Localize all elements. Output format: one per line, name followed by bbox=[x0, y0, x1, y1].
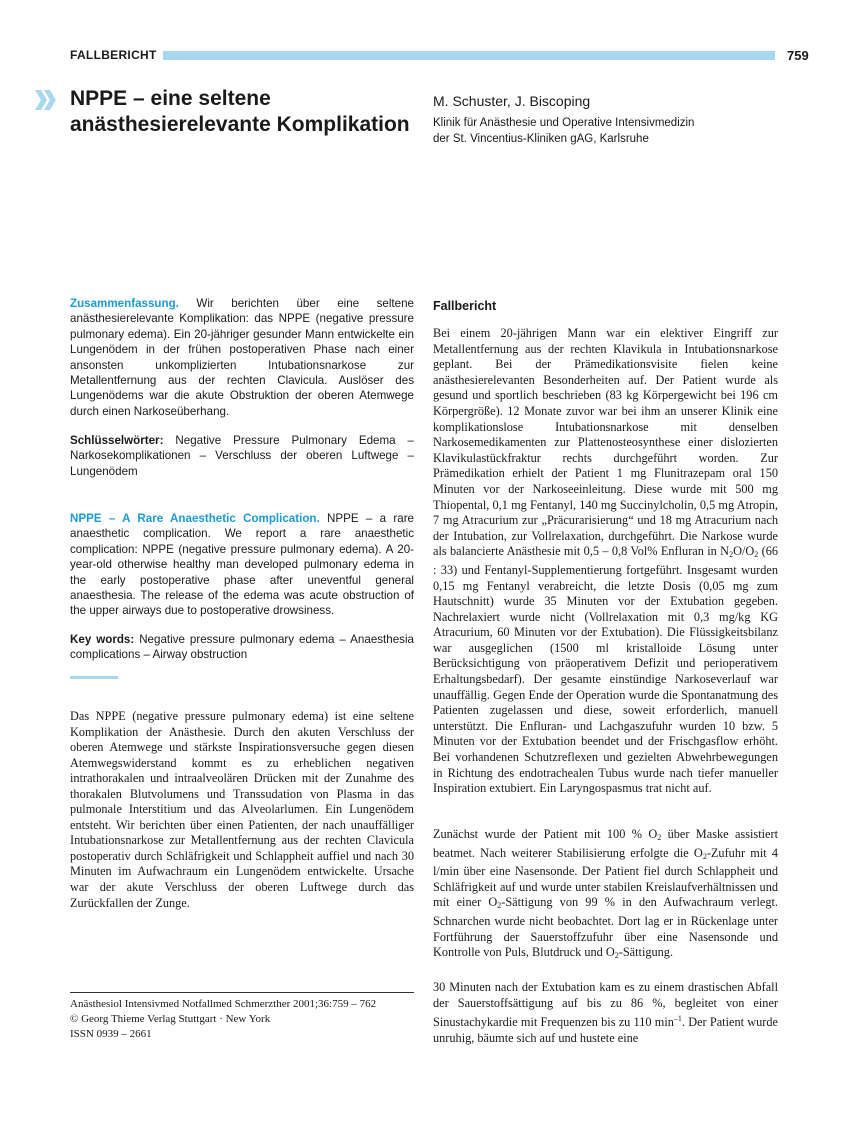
keywords-text: Negative pressure pulmonary edema – Anaesthesia complications – Airway obstruction bbox=[70, 633, 414, 662]
case-paragraph: 30 Minuten nach der Extubation kam es zu einem drastischen Abfall der Sauerstoffsättigung auf bis zu 86 %, begleitet von einer Sinustachykardie mit Frequenzen bis zu 110 $\min^{-1}$. Der Patient wurde unruhig, bäumte sich auf und hustete eine bbox=[433, 980, 778, 1045]
header-bar bbox=[163, 51, 775, 60]
publisher-line: © Georg Thieme Verlag Stuttgart · New York bbox=[70, 1013, 271, 1025]
abstract-english bbox=[70, 511, 414, 619]
footer-rule bbox=[70, 992, 414, 993]
article-title: NPPE – eine seltene anästhesierelevante Komplikation bbox=[70, 87, 410, 136]
case-paragraph: Zunächst wurde der Patient mit 100 % $O_2$ über Maske assistiert beatmet. Nach weiterer Stabilisierung erfolgte die $O_2$-Zufuhr mit 4 l/min über eine Nasensonde. Der Patient fiel durch Schlappheit und Schläfrigkeit auf und wurde unter stabilen Kreislaufverhältnissen und mit einer $O_2$-Sättigung von 99 % in den Aufwachraum verlegt. Schnarchen wurde nicht beobachtet. Dort lag er in Rückenlage unter Fortführung der Sauerstoffzufuhr über eine Nasensonde und Kontrolle von Puls, Blutdruck und $O_2$-Sättigung. bbox=[433, 827, 778, 961]
keywords-heading: Schlüsselwörter: bbox=[70, 434, 164, 447]
abstract-heading: Zusammenfassung. bbox=[70, 297, 179, 310]
affiliation-line: Klinik für Anästhesie und Operative Intensivmedizin bbox=[433, 117, 695, 129]
footer-citation bbox=[70, 997, 414, 1042]
keywords-german bbox=[70, 433, 414, 479]
case-paragraph: Bei einem 20-jährigen Mann war ein elektiver Eingriff zur Metallentfernung aus der rechten Klavikula in Intubationsnarkose geplant. Bei der Prämedikationsvisite fielen keine anästhesierelevanten Besonderheiten auf. Der Patient wurde als gesund und sportlich beschrieben (83 kg Körpergewicht bei 196 cm Körpergröße). 12 Monate zuvor war bei ihm an unserer Klinik eine komplikationslose Intubationsnarkose mit denselben Narkosemedikamenten zur Plattenosteosynthese einer dislozierten Klavikulastückfraktur rechts durchgeführt worden. Zur Prämedikation erhielt der Patient 1 mg Flunitrazepam oral 150 Minuten vor der Narkoseeinleitung. Diese wurde mit 500 mg Thiopental, 0,1 mg Fentanyl, 140 mg Succinylcholin, 0,5 mg Atropin, 7 mg Atracurium zur „Präcurarisierung“ und 18 mg Atracurium nach der Intubation, zur Vollrelaxation, durchgeführt. Die Narkose wurde als balancierte Anästhesie mit 0,5 – 0,8 Vol% Enfluran in $N_2O/O_2$ (66 : 33) und Fentanyl-Supplementierung fortgeführt. Insgesamt wurden 0,15 mg Fentanyl verabreicht, die letzte Dosis (0,05 mg zum Hautschnitt) wurde 35 Minuten vor der Extubation gegeben. Nachrelaxiert wurde nicht (Vollrelaxation mit 0,3 mg/kg KG Atracurium, 60 Minuten vor der Extubation). Die Flüssigkeitsbilanz war ausgeglichen (1500 ml kristalloide Lösung unter Berücksichtigung von präoperativem Defizit und perioperativem Erhaltungsbedarf). Der gesamte einstündige Narkoseverlauf war unauffällig. Gegen Ende der Operation wurde die Spontanatmung des Patienten zugelassen und diese, soweit erforderlich, manuell unterstützt. Die Enfluran- und Lachgaszufuhr wurden 10 bzw. 5 Minuten vor der Extubation beendet und der Frischgasflow erhöht. Bei vorhandenen Schutzreflexen und gezielten Abwehrbewegungen in Richtung des endotrachealen Tubus wurde nach tiefer manueller Inspiration extubiert. Ein Laryngospasmus trat nicht auf. bbox=[433, 326, 778, 796]
affiliation bbox=[433, 115, 763, 147]
keywords-english bbox=[70, 632, 414, 663]
abstract-german bbox=[70, 296, 414, 419]
issn-line: ISSN 0939 – 2661 bbox=[70, 1028, 152, 1040]
keywords-heading: Key words: bbox=[70, 633, 135, 646]
affiliation-line: der St. Vincentius-Kliniken gAG, Karlsruhe bbox=[433, 133, 649, 145]
double-chevron-icon bbox=[33, 88, 59, 112]
keywords-text: Negative Pressure Pulmonary Edema – Narkosekomplikationen – Verschluss der oberen Luftwege – Lungenödem bbox=[70, 434, 414, 478]
abstract-text: Wir berichten über eine seltene anästhesierelevante Komplikation: das NPPE (negative pressure pulmonary edema). Ein 20-jähriger gesunder Mann entwickelte ein Lungenödem in der frühen postoperativen Phase nach einer ansonsten unkomplizierten Intubationsnarkose zur Metallentfernung aus der rechten Clavicula. Auslöser des Lungenödems war die akute Obstruktion der oberen Atemwege durch einen Narkoseüberhang. bbox=[70, 297, 414, 418]
running-header-label: FALLBERICHT bbox=[70, 48, 157, 62]
abstract-text: NPPE – a rare anaesthetic complication. We report a rare anaesthetic complication: NPPE (negative pressure pulmonary edema). A 20-year-old otherwise healthy man developed pulmonary edema in the early postoperative phase after uneventful general anaesthesia. The release of the edema was acute obstruction of the upper airways due to postoperative drowsiness. bbox=[70, 512, 414, 618]
section-heading: Fallbericht bbox=[433, 299, 497, 313]
abstract-heading: NPPE – A Rare Anaesthetic Complication. bbox=[70, 512, 320, 525]
authors: M. Schuster, J. Biscoping bbox=[433, 93, 591, 109]
section-divider bbox=[70, 676, 118, 679]
citation-line: Anästhesiol Intensivmed Notfallmed Schmerzther 2001;36:759 – 762 bbox=[70, 998, 377, 1010]
page-number: 759 bbox=[787, 48, 809, 63]
introduction-paragraph: Das NPPE (negative pressure pulmonary edema) ist eine seltene Komplikation der Anästhesie. Durch den akuten Verschluss der oberen Atemwege und stärkste Inspirationsversuche gegen diesen Atemwegswiderstand kommt es zu erheblichen negativen intrathorakalen und intraalveolären Drücken mit der Zunahme des thorakalen Blutvolumens und Transsudation von Plasma in das pulmonale Interstitium und das Alveolarlumen. Ein Lungenödem entsteht. Wir berichten über einen Patienten, der nach unauffälliger Intubationsnarkose zur Metallentfernung aus der rechten Clavicula postoperativ durch Schläfrigkeit und Schlappheit auffiel und nach 30 Minuten im Aufwachraum ein Lungenödem entwickelte. Ursache war der akute Verschluss der oberen Luftwege durch das Zurückfallen der Zunge. bbox=[70, 709, 414, 910]
